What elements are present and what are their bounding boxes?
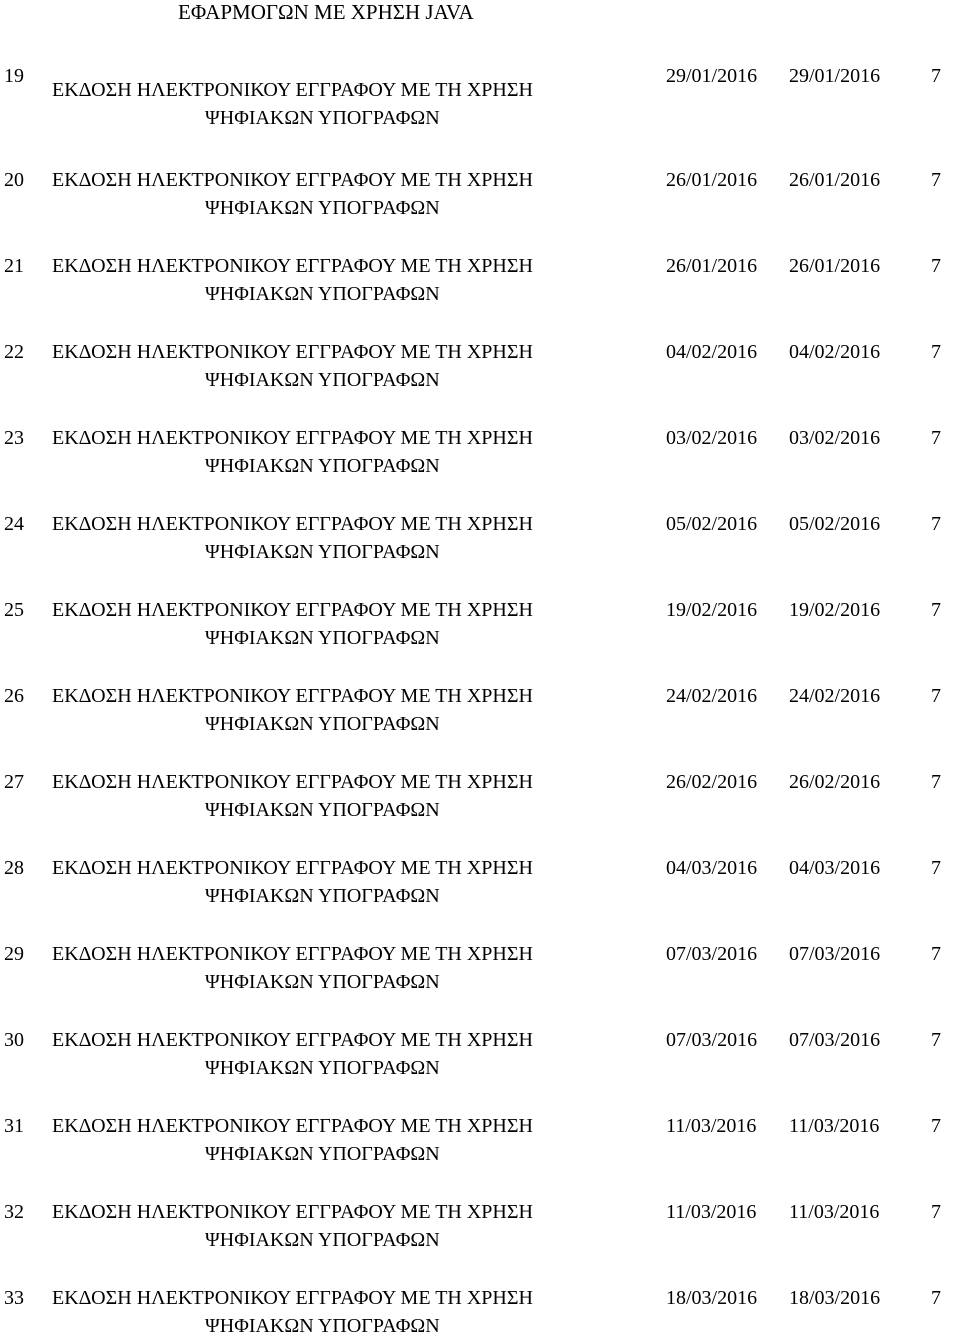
- page-header: ΕΦΑΡΜΟΓΩΝ ΜΕ ΧΡΗΣΗ JAVA: [178, 0, 474, 24]
- record-row: [0, 682, 960, 742]
- row-count: 7: [931, 427, 941, 449]
- record-row: [0, 768, 960, 828]
- row-description-line2: ΨΗΦΙΑΚΩΝ ΥΠΟΓΡΑΦΩΝ: [205, 1143, 440, 1165]
- record-row: [0, 1198, 960, 1258]
- row-description-line2: ΨΗΦΙΑΚΩΝ ΥΠΟΓΡΑΦΩΝ: [205, 799, 440, 821]
- row-description-line2: ΨΗΦΙΑΚΩΝ ΥΠΟΓΡΑΦΩΝ: [205, 197, 440, 219]
- row-count: 7: [931, 943, 941, 965]
- row-date-start: 18/03/2016: [666, 1287, 758, 1309]
- row-date-end: 26/02/2016: [789, 771, 881, 793]
- row-number: 25: [4, 599, 24, 621]
- row-count: 7: [931, 857, 941, 879]
- row-date-start: 26/02/2016: [666, 771, 758, 793]
- row-description-line2: ΨΗΦΙΑΚΩΝ ΥΠΟΓΡΑΦΩΝ: [205, 541, 440, 563]
- row-number: 27: [4, 771, 24, 793]
- row-date-start: 26/01/2016: [666, 255, 758, 277]
- row-description-line1: ΕΚΔΟΣΗ ΗΛΕΚΤΡΟΝΙΚΟΥ ΕΓΓΡΑΦΟΥ ΜΕ ΤΗ ΧΡΗΣΗ: [52, 1115, 533, 1137]
- row-number: 28: [4, 857, 24, 879]
- row-date-end: 07/03/2016: [789, 943, 881, 965]
- row-description-line1: ΕΚΔΟΣΗ ΗΛΕΚΤΡΟΝΙΚΟΥ ΕΓΓΡΑΦΟΥ ΜΕ ΤΗ ΧΡΗΣΗ: [52, 771, 533, 793]
- row-count: 7: [931, 513, 941, 535]
- row-number: 19: [4, 65, 24, 87]
- row-description-line2: ΨΗΦΙΑΚΩΝ ΥΠΟΓΡΑΦΩΝ: [205, 455, 440, 477]
- row-date-end: 05/02/2016: [789, 513, 881, 535]
- record-row: [0, 1112, 960, 1172]
- row-number: 22: [4, 341, 24, 363]
- row-date-end: 26/01/2016: [789, 255, 881, 277]
- row-date-start: 03/02/2016: [666, 427, 758, 449]
- record-row: [0, 510, 960, 570]
- record-row: [0, 166, 960, 226]
- row-date-start: 19/02/2016: [666, 599, 758, 621]
- record-row: [0, 252, 960, 312]
- row-description-line2: ΨΗΦΙΑΚΩΝ ΥΠΟΓΡΑΦΩΝ: [205, 369, 440, 391]
- row-number: 33: [4, 1287, 24, 1309]
- row-count: 7: [931, 1029, 941, 1051]
- row-date-end: 24/02/2016: [789, 685, 881, 707]
- row-description-line2: ΨΗΦΙΑΚΩΝ ΥΠΟΓΡΑΦΩΝ: [205, 971, 440, 993]
- row-date-end: 04/02/2016: [789, 341, 881, 363]
- row-date-end: 07/03/2016: [789, 1029, 881, 1051]
- row-number: 32: [4, 1201, 24, 1223]
- record-row: [0, 65, 960, 129]
- row-count: 7: [931, 341, 941, 363]
- row-description-line1: ΕΚΔΟΣΗ ΗΛΕΚΤΡΟΝΙΚΟΥ ΕΓΓΡΑΦΟΥ ΜΕ ΤΗ ΧΡΗΣΗ: [52, 513, 533, 535]
- row-description-line1: ΕΚΔΟΣΗ ΗΛΕΚΤΡΟΝΙΚΟΥ ΕΓΓΡΑΦΟΥ ΜΕ ΤΗ ΧΡΗΣΗ: [52, 341, 533, 363]
- row-count: 7: [931, 1287, 941, 1309]
- row-description-line2: ΨΗΦΙΑΚΩΝ ΥΠΟΓΡΑΦΩΝ: [205, 283, 440, 305]
- row-date-end: 11/03/2016: [789, 1115, 880, 1137]
- row-date-start: 24/02/2016: [666, 685, 758, 707]
- row-date-end: 19/02/2016: [789, 599, 881, 621]
- row-description-line2: ΨΗΦΙΑΚΩΝ ΥΠΟΓΡΑΦΩΝ: [205, 1229, 440, 1251]
- row-description-line2: ΨΗΦΙΑΚΩΝ ΥΠΟΓΡΑΦΩΝ: [205, 713, 440, 735]
- row-count: 7: [931, 65, 941, 87]
- row-description-line1: ΕΚΔΟΣΗ ΗΛΕΚΤΡΟΝΙΚΟΥ ΕΓΓΡΑΦΟΥ ΜΕ ΤΗ ΧΡΗΣΗ: [52, 1029, 533, 1051]
- row-description-line2: ΨΗΦΙΑΚΩΝ ΥΠΟΓΡΑΦΩΝ: [205, 885, 440, 907]
- row-date-end: 03/02/2016: [789, 427, 881, 449]
- row-date-start: 11/03/2016: [666, 1201, 757, 1223]
- row-date-start: 04/02/2016: [666, 341, 758, 363]
- row-description-line1: ΕΚΔΟΣΗ ΗΛΕΚΤΡΟΝΙΚΟΥ ΕΓΓΡΑΦΟΥ ΜΕ ΤΗ ΧΡΗΣΗ: [52, 427, 533, 449]
- row-number: 20: [4, 169, 24, 191]
- row-number: 31: [4, 1115, 24, 1137]
- record-row: [0, 596, 960, 656]
- row-count: 7: [931, 1115, 941, 1137]
- row-number: 30: [4, 1029, 24, 1051]
- row-count: 7: [931, 255, 941, 277]
- row-date-end: 18/03/2016: [789, 1287, 881, 1309]
- record-row: [0, 338, 960, 398]
- row-number: 29: [4, 943, 24, 965]
- row-date-start: 04/03/2016: [666, 857, 758, 879]
- row-date-start: 29/01/2016: [666, 65, 758, 87]
- row-description-line1: ΕΚΔΟΣΗ ΗΛΕΚΤΡΟΝΙΚΟΥ ΕΓΓΡΑΦΟΥ ΜΕ ΤΗ ΧΡΗΣΗ: [52, 169, 533, 191]
- row-date-start: 07/03/2016: [666, 943, 758, 965]
- row-number: 26: [4, 685, 24, 707]
- row-count: 7: [931, 685, 941, 707]
- row-number: 24: [4, 513, 24, 535]
- row-description-line1: ΕΚΔΟΣΗ ΗΛΕΚΤΡΟΝΙΚΟΥ ΕΓΓΡΑΦΟΥ ΜΕ ΤΗ ΧΡΗΣΗ: [52, 599, 533, 621]
- row-date-start: 05/02/2016: [666, 513, 758, 535]
- row-date-start: 07/03/2016: [666, 1029, 758, 1051]
- record-row: [0, 854, 960, 914]
- row-count: 7: [931, 599, 941, 621]
- row-description-line2: ΨΗΦΙΑΚΩΝ ΥΠΟΓΡΑΦΩΝ: [205, 107, 440, 129]
- row-count: 7: [931, 169, 941, 191]
- record-row: [0, 940, 960, 1000]
- row-date-end: 29/01/2016: [789, 65, 881, 87]
- row-count: 7: [931, 1201, 941, 1223]
- row-date-end: 26/01/2016: [789, 169, 881, 191]
- row-description-line1: ΕΚΔΟΣΗ ΗΛΕΚΤΡΟΝΙΚΟΥ ΕΓΓΡΑΦΟΥ ΜΕ ΤΗ ΧΡΗΣΗ: [52, 1201, 533, 1223]
- row-date-start: 11/03/2016: [666, 1115, 757, 1137]
- record-row: [0, 1026, 960, 1086]
- row-description-line1: ΕΚΔΟΣΗ ΗΛΕΚΤΡΟΝΙΚΟΥ ΕΓΓΡΑΦΟΥ ΜΕ ΤΗ ΧΡΗΣΗ: [52, 685, 533, 707]
- record-row: [0, 424, 960, 484]
- row-description-line1: ΕΚΔΟΣΗ ΗΛΕΚΤΡΟΝΙΚΟΥ ΕΓΓΡΑΦΟΥ ΜΕ ΤΗ ΧΡΗΣΗ: [52, 255, 533, 277]
- row-description-line2: ΨΗΦΙΑΚΩΝ ΥΠΟΓΡΑΦΩΝ: [205, 627, 440, 649]
- row-number: 23: [4, 427, 24, 449]
- row-description-line1: ΕΚΔΟΣΗ ΗΛΕΚΤΡΟΝΙΚΟΥ ΕΓΓΡΑΦΟΥ ΜΕ ΤΗ ΧΡΗΣΗ: [52, 1287, 533, 1309]
- row-description-line1: ΕΚΔΟΣΗ ΗΛΕΚΤΡΟΝΙΚΟΥ ΕΓΓΡΑΦΟΥ ΜΕ ΤΗ ΧΡΗΣΗ: [52, 79, 533, 101]
- row-date-end: 11/03/2016: [789, 1201, 880, 1223]
- row-count: 7: [931, 771, 941, 793]
- row-description-line1: ΕΚΔΟΣΗ ΗΛΕΚΤΡΟΝΙΚΟΥ ΕΓΓΡΑΦΟΥ ΜΕ ΤΗ ΧΡΗΣΗ: [52, 857, 533, 879]
- record-row: [0, 1284, 960, 1344]
- row-description-line2: ΨΗΦΙΑΚΩΝ ΥΠΟΓΡΑΦΩΝ: [205, 1315, 440, 1337]
- row-date-end: 04/03/2016: [789, 857, 881, 879]
- row-number: 21: [4, 255, 24, 277]
- row-description-line1: ΕΚΔΟΣΗ ΗΛΕΚΤΡΟΝΙΚΟΥ ΕΓΓΡΑΦΟΥ ΜΕ ΤΗ ΧΡΗΣΗ: [52, 943, 533, 965]
- row-description-line2: ΨΗΦΙΑΚΩΝ ΥΠΟΓΡΑΦΩΝ: [205, 1057, 440, 1079]
- row-date-start: 26/01/2016: [666, 169, 758, 191]
